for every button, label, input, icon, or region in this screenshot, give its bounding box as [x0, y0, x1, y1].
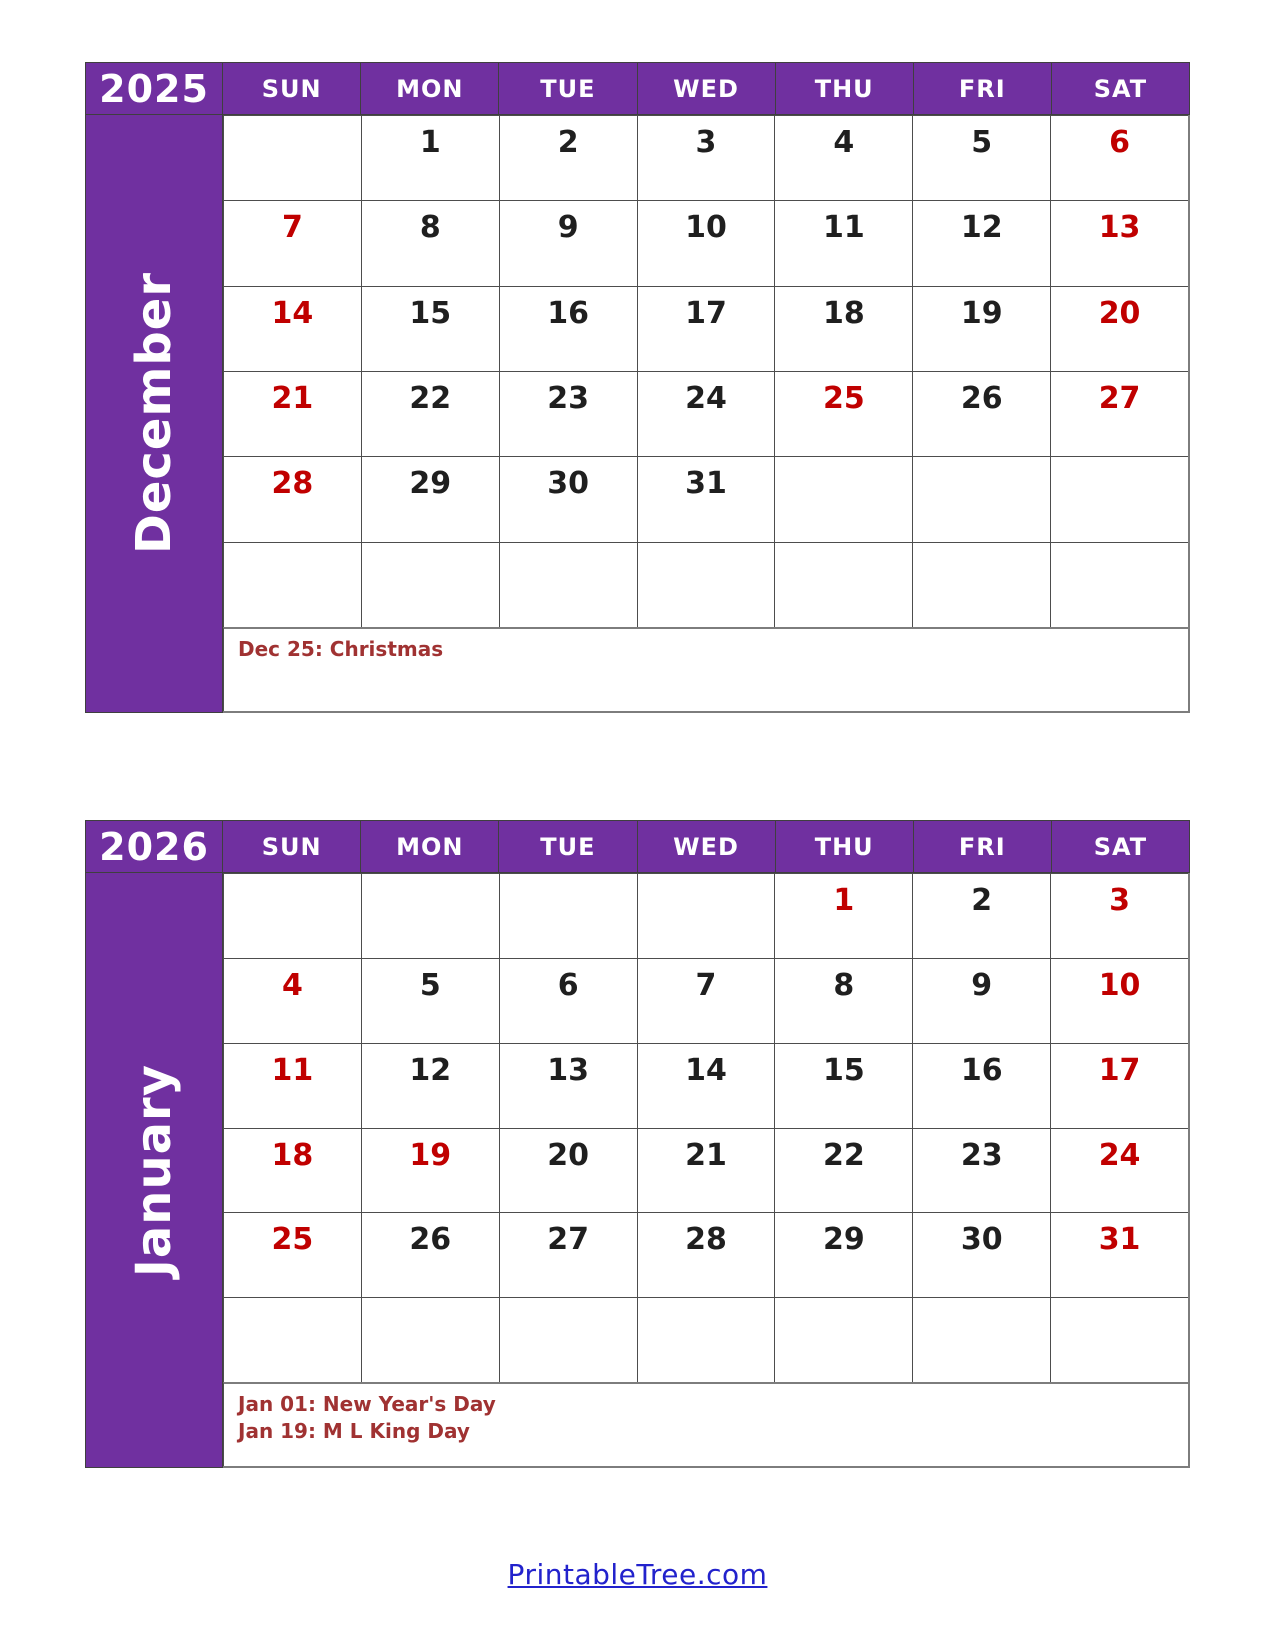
day-cell: 9 — [499, 200, 637, 285]
holiday-note: Jan 01: New Year's Day — [238, 1392, 496, 1416]
calendar-january-2026 — [85, 820, 1190, 1468]
day-cell: 18 — [223, 1128, 361, 1213]
day-cell — [912, 456, 1050, 541]
day-cell: 16 — [912, 1043, 1050, 1128]
weekday-header-thu: THU — [775, 820, 914, 873]
day-cell — [912, 1297, 1050, 1382]
holiday-notes — [223, 627, 1188, 711]
year-label: 2025 — [85, 62, 223, 115]
day-cell: 19 — [912, 286, 1050, 371]
day-cell: 8 — [361, 200, 499, 285]
day-cell: 10 — [1050, 958, 1188, 1043]
weekday-header-fri: FRI — [913, 62, 1052, 115]
weekday-header-thu: THU — [775, 62, 914, 115]
day-cell — [499, 542, 637, 627]
weekday-header-mon: MON — [360, 820, 499, 873]
calendar-body — [85, 115, 1190, 713]
day-cell: 31 — [1050, 1212, 1188, 1297]
day-cell: 7 — [637, 958, 775, 1043]
day-cell: 12 — [361, 1043, 499, 1128]
month-sidebar — [85, 873, 223, 1468]
month-label: December — [126, 272, 182, 555]
day-cell: 26 — [361, 1212, 499, 1297]
weekday-header-tue: TUE — [498, 62, 637, 115]
day-cell: 24 — [1050, 1128, 1188, 1213]
day-cell — [637, 542, 775, 627]
day-cell: 15 — [774, 1043, 912, 1128]
day-cell: 14 — [223, 286, 361, 371]
day-cell: 5 — [361, 958, 499, 1043]
day-cell: 7 — [223, 200, 361, 285]
day-cell: 28 — [637, 1212, 775, 1297]
day-cell: 19 — [361, 1128, 499, 1213]
weekday-header-fri: FRI — [913, 820, 1052, 873]
day-cell: 8 — [774, 958, 912, 1043]
day-cell: 17 — [1050, 1043, 1188, 1128]
holiday-note: Dec 25: Christmas — [238, 637, 444, 661]
day-cell: 27 — [1050, 371, 1188, 456]
printabletree-link[interactable]: PrintableTree.com — [507, 1558, 768, 1591]
year-label: 2026 — [85, 820, 223, 873]
day-cell: 24 — [637, 371, 775, 456]
day-cell: 3 — [637, 115, 775, 200]
month-sidebar — [85, 115, 223, 713]
day-cell: 11 — [223, 1043, 361, 1128]
weekday-header-sun: SUN — [222, 820, 361, 873]
weekday-header-mon: MON — [360, 62, 499, 115]
day-cell — [1050, 542, 1188, 627]
day-cell: 22 — [361, 371, 499, 456]
weekday-header-tue: TUE — [498, 820, 637, 873]
day-cell: 18 — [774, 286, 912, 371]
day-cell: 5 — [912, 115, 1050, 200]
day-cell: 28 — [223, 456, 361, 541]
date-grid — [223, 873, 1190, 1468]
day-cell: 11 — [774, 200, 912, 285]
day-cell — [1050, 1297, 1188, 1382]
day-cell — [774, 1297, 912, 1382]
date-grid — [223, 115, 1190, 713]
day-cell: 25 — [774, 371, 912, 456]
day-cell: 23 — [912, 1128, 1050, 1213]
day-cell: 10 — [637, 200, 775, 285]
day-cell: 9 — [912, 958, 1050, 1043]
weekday-header-wed: WED — [637, 62, 776, 115]
day-cell — [637, 1297, 775, 1382]
holiday-note: Jan 19: M L King Day — [238, 1419, 470, 1443]
day-cell — [912, 542, 1050, 627]
day-cell: 20 — [499, 1128, 637, 1213]
day-cell: 17 — [637, 286, 775, 371]
day-cell — [223, 115, 361, 200]
calendar-header-row — [85, 62, 1190, 115]
day-cell: 21 — [223, 371, 361, 456]
calendar-body — [85, 873, 1190, 1468]
day-cell — [361, 542, 499, 627]
calendar-december-2025 — [85, 62, 1190, 713]
day-cell: 12 — [912, 200, 1050, 285]
day-cell: 3 — [1050, 873, 1188, 958]
day-cell: 21 — [637, 1128, 775, 1213]
day-cell — [499, 1297, 637, 1382]
day-cell: 14 — [637, 1043, 775, 1128]
day-cell — [223, 542, 361, 627]
day-cell — [499, 873, 637, 958]
day-cell — [361, 873, 499, 958]
day-cell: 1 — [774, 873, 912, 958]
weekday-header-sun: SUN — [222, 62, 361, 115]
day-cell: 13 — [1050, 200, 1188, 285]
day-cell: 30 — [912, 1212, 1050, 1297]
day-cell: 26 — [912, 371, 1050, 456]
holiday-notes — [223, 1382, 1188, 1466]
day-cell — [774, 542, 912, 627]
day-cell — [223, 873, 361, 958]
day-cell: 22 — [774, 1128, 912, 1213]
day-cell: 23 — [499, 371, 637, 456]
day-cell — [637, 873, 775, 958]
day-cell: 6 — [499, 958, 637, 1043]
day-cell: 15 — [361, 286, 499, 371]
day-cell: 25 — [223, 1212, 361, 1297]
day-cell: 2 — [912, 873, 1050, 958]
month-label: January — [126, 1063, 182, 1277]
day-cell: 27 — [499, 1212, 637, 1297]
day-cell: 4 — [774, 115, 912, 200]
page-footer — [0, 1558, 1275, 1591]
day-cell: 20 — [1050, 286, 1188, 371]
day-cell: 6 — [1050, 115, 1188, 200]
day-cell: 29 — [361, 456, 499, 541]
weekday-header-sat: SAT — [1051, 62, 1190, 115]
weekday-header-sat: SAT — [1051, 820, 1190, 873]
day-cell: 2 — [499, 115, 637, 200]
day-cell — [1050, 456, 1188, 541]
day-cell: 1 — [361, 115, 499, 200]
day-cell: 31 — [637, 456, 775, 541]
day-cell: 30 — [499, 456, 637, 541]
calendar-header-row — [85, 820, 1190, 873]
day-cell — [223, 1297, 361, 1382]
day-cell: 16 — [499, 286, 637, 371]
day-cell — [774, 456, 912, 541]
day-cell: 29 — [774, 1212, 912, 1297]
day-cell: 4 — [223, 958, 361, 1043]
weekday-header-wed: WED — [637, 820, 776, 873]
day-cell — [361, 1297, 499, 1382]
day-cell: 13 — [499, 1043, 637, 1128]
